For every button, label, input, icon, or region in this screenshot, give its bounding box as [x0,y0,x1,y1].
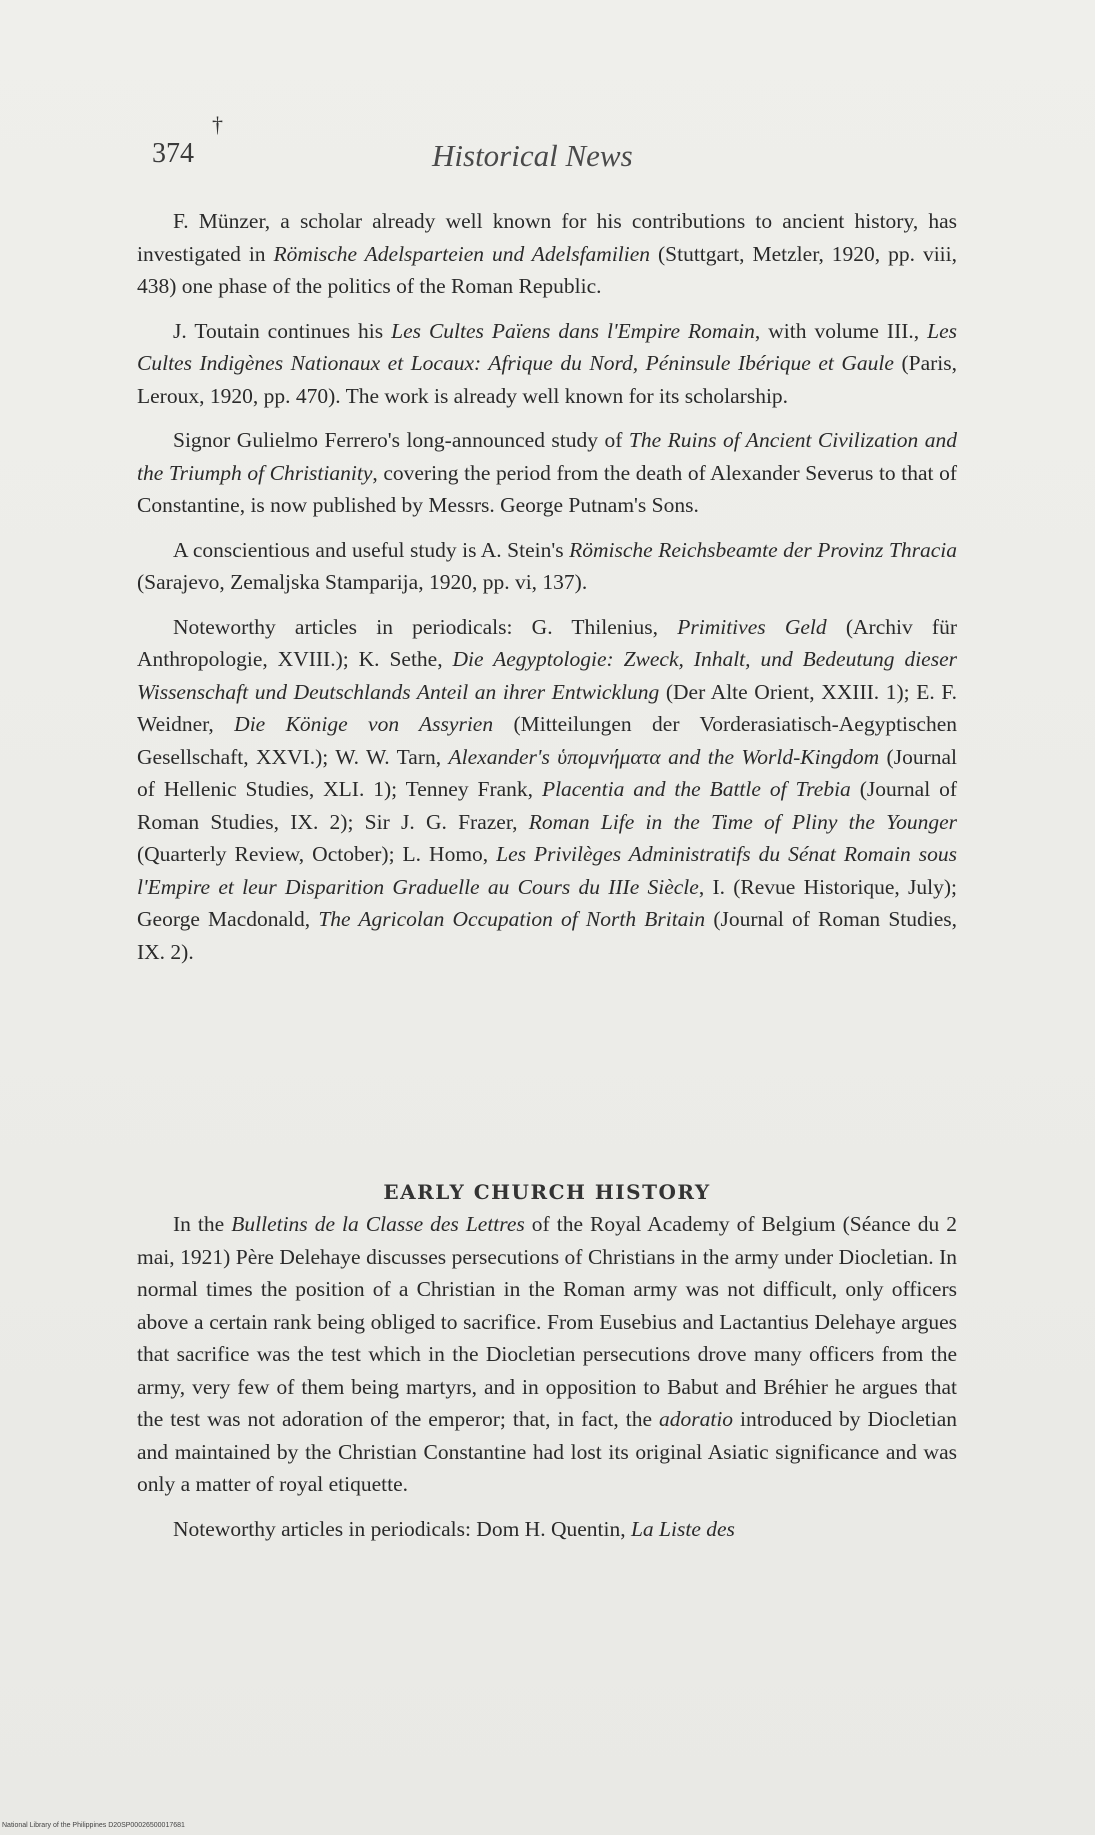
paragraph-toutain: J. Toutain continues his Les Cultes Païens dans l'Empire Romain, with volume III., Les Cultes Indigènes Nationaux et Locaux: Afrique du Nord, Péninsule Ibérique et Gaule (Paris, Leroux, 1920, pp. 470). The work is already well known for its scholarship. [137,318,957,408]
section-heading-early-church: EARLY CHURCH HISTORY [383,1180,711,1204]
paragraph-periodicals-church: Noteworthy articles in periodicals: Dom H. Quentin, La Liste des [173,1516,735,1541]
early-church-text [137,1208,957,1545]
running-head: Historical News [432,138,633,173]
page-number: 374 [152,138,194,169]
paragraph-munzer: F. Münzer, a scholar already well known for his contributions to ancient history, has investigated in Römische Adelsparteien und Adelsfamilien (Stuttgart, Metzler, 1920, pp. viii, 438) one phase of the politics of the Roman Republic. [137,209,957,298]
paragraph-stein: A conscientious and useful study is A. Stein's Römische Reichsbeamte der Provinz Thracia (Sarajevo, Zemaljska Stamparija, 1920, pp. vi, 137). [137,537,957,594]
paragraph-ferrero: Signor Gulielmo Ferrero's long-announced study of The Ruins of Ancient Civilization and the Triumph of Christianity, covering the period from the death of Alexander Severus to that of Constantine, is now published by Messrs. George Putnam's Sons. [137,428,957,517]
paragraph-delehaye: In the Bulletins de la Classe des Lettres of the Royal Academy of Belgium (Séance du 2 mai, 1921) Père Delehaye discusses persecutions of Christians in the army under Diocletian. In normal times the position of a Christian in the Roman army was not difficult, only officers above a certain rank being obliged to sacrifice. From Eusebius and Lactantius Delehaye argues that sacrifice was the test which in the Diocletian persecutions drove many officers from the army, very few of them being martyrs, and in opposition to Babut and Bréhier he argues that the test was not adoration of the emperor; that, in fact, the adoratio introduced by Diocletian and maintained by the Christian Constantine had lost its original Asiatic significance and was only a matter of royal etiquette. [137,1212,957,1496]
historical-news-text [137,205,957,980]
margin-mark: † [212,112,223,137]
paragraph-periodicals-ancient: Noteworthy articles in periodicals: G. Thilenius, Primitives Geld (Archiv für Anthropologie, XVIII.); K. Sethe, Die Aegyptologie: Zweck, Inhalt, und Bedeutung dieser Wissenschaft und Deutschlands Anteil an ihrer Entwicklung (Der Alte Orient, XXIII. 1); E. F. Weidner, Die Könige von Assyrien (Mitteilungen der Vorderasiatisch-Aegyptischen Gesellschaft, XXVI.); W. W. Tarn, Alexander's ὑπομνήματα and the World-Kingdom (Journal of Hellenic Studies, XLI. 1); Tenney Frank, Placentia and the Battle of Trebia (Journal of Roman Studies, IX. 2); Sir J. G. Frazer, Roman Life in the Time of Pliny the Younger (Quarterly Review, October); L. Homo, Les Privilèges Administratifs du Sénat Romain sous l'Empire et leur Disparition Graduelle au Cours du IIIe Siècle, I. (Revue Historique, July); George Macdonald, The Agricolan Occupation of North Britain (Journal of Roman Studies, IX. 2). [137,614,958,964]
scan-footer: National Library of the Philippines D20SP00026500017681 [2,1822,185,1829]
page-header [152,138,952,178]
